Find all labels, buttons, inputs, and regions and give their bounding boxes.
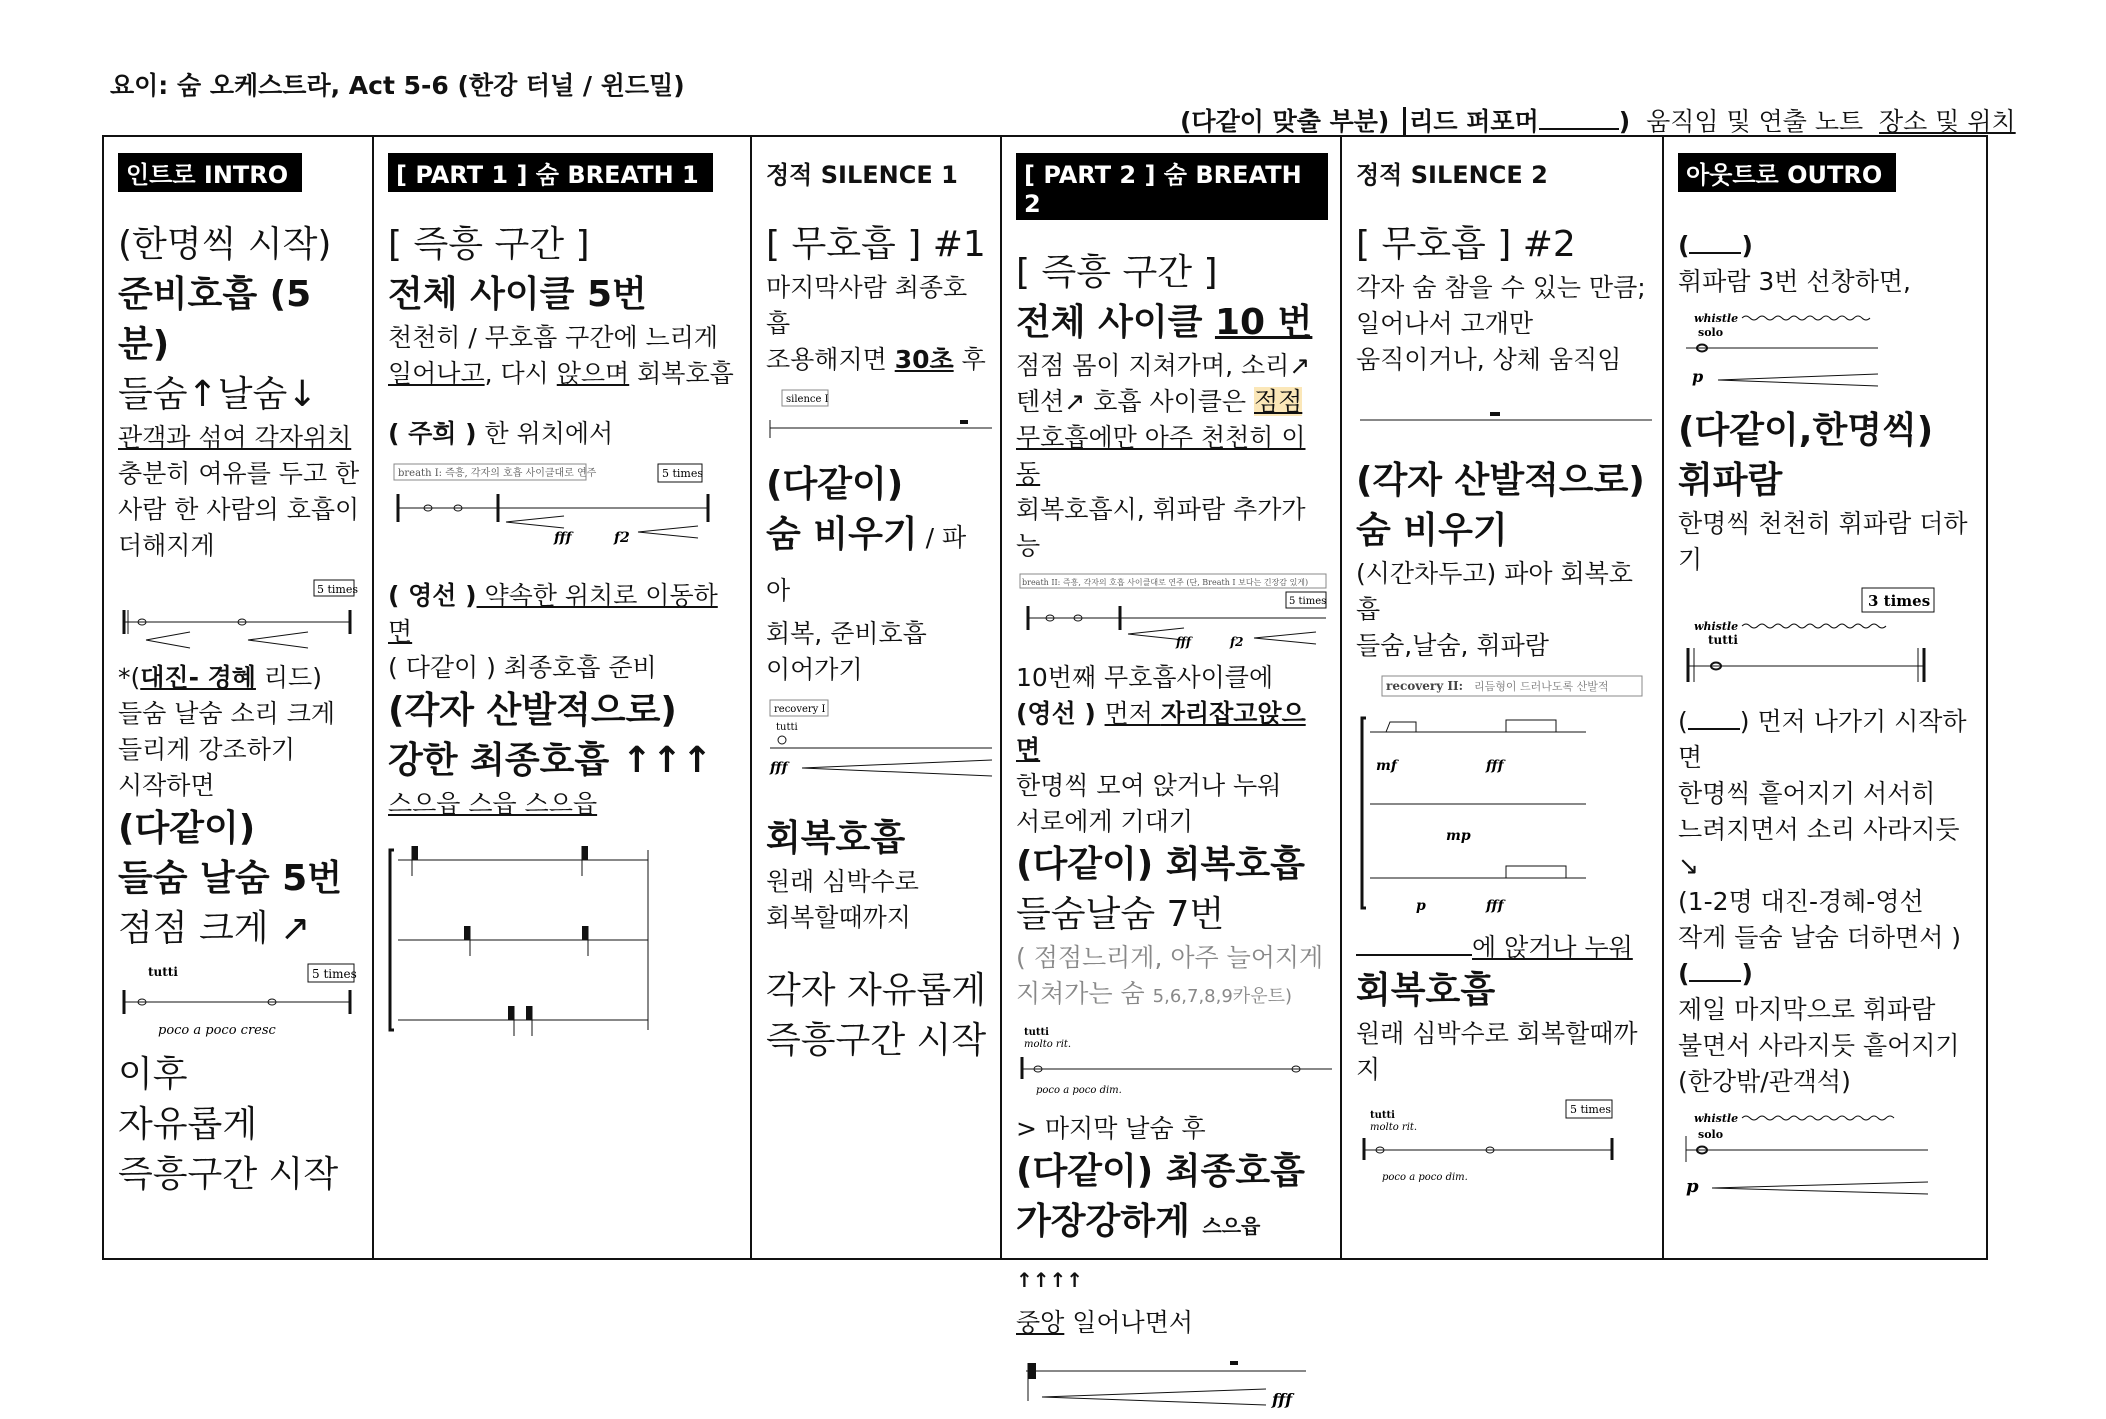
silence1-line: 이어가기: [766, 655, 863, 684]
part2-line: 점점 몸이 지쳐가며, 소리↗: [1016, 351, 1311, 380]
times-label: 5 times: [1289, 596, 1327, 607]
score-whistle-final: [1678, 1108, 1978, 1208]
outro-line: 불면서 사라지듯 흩어지기: [1678, 1031, 1960, 1060]
dynamic-label: mf: [1376, 758, 1397, 774]
outro-line: 작게 들숨 날숨 더하면서 ): [1678, 923, 1962, 952]
outro-line: 한명씩 천천히 휘파람 더하기: [1678, 509, 1968, 574]
silence1-header: 정적 SILENCE 1: [766, 161, 958, 189]
part2-line: 전체 사이클 10 번: [1016, 302, 1313, 343]
part2-line: [ 즉흥 구간 ]: [1016, 252, 1218, 293]
silence2-line: 에 앉거나 누워: [1356, 930, 1650, 966]
intro-line: 충분히 여유를 두고 한: [118, 459, 360, 488]
intro-line: 들숨↑날숨↓: [118, 374, 318, 415]
silence2-line: [ 무호흡 ] #2: [1356, 224, 1576, 265]
silence-label: silence I: [786, 394, 829, 405]
column-outro: [1664, 137, 1986, 1258]
score-recovery-dim-2: [1356, 1096, 1656, 1186]
dynamic-label: fff: [770, 760, 788, 776]
intro-line: 더해지게: [118, 531, 215, 560]
recovery-label: recovery II:: [1386, 679, 1464, 693]
recovery-label: recovery I: [774, 704, 826, 715]
part2-line: ( 점점느리게, 아주 늘어지게: [1016, 943, 1324, 972]
recovery-desc: 리듬형이 드러나도록 산발적: [1474, 680, 1609, 693]
dynamic-label: mp: [1446, 828, 1471, 844]
intro-line: 들숨 날숨 5번: [118, 858, 342, 899]
part2-line: 중앙 일어나면서: [1016, 1308, 1194, 1337]
silence1-line: 마지막사람 최종호흡: [766, 273, 968, 338]
part1-line: [ 즉흥 구간 ]: [388, 224, 590, 265]
breath-label: breath II: 즉흥, 각자의 호흡 사이클대로 연주 (단, Breath I 보다는 긴장감 있게): [1022, 578, 1309, 587]
intro-line: 들숨 날숨 소리 크게: [118, 699, 336, 728]
outro-line: 휘파람: [1678, 460, 1783, 501]
score-final-strong: [1016, 1349, 1336, 1419]
legend-lead: 리드 퍼포머 ): [1397, 107, 1630, 136]
intro-line: 준비호흡 (5분): [118, 274, 312, 365]
tutti-label: tutti: [1708, 633, 1738, 647]
whistle-label: whistle: [1694, 1112, 1739, 1125]
intro-line: (한명씩 시작): [118, 224, 332, 265]
part2-line: 무호흡에만 아주 천천히 이동: [1016, 423, 1306, 488]
dynamic-label: fff: [1176, 635, 1192, 649]
dynamic-label: poco a poco dim.: [1382, 1172, 1468, 1183]
part2-line: 지쳐가는 숨 5,6,7,8,9카운트): [1016, 979, 1292, 1008]
part1-line: ( 주희 ) 한 위치에서: [388, 419, 614, 448]
score-final-breath: [388, 830, 688, 1040]
outro-line: ( ): [1678, 231, 1753, 260]
times-label: 5 times: [317, 583, 359, 596]
times-label: 5 times: [662, 467, 704, 480]
part2-line: (영선 ) 먼저 자리잡고앉으면: [1016, 699, 1306, 764]
legend-notes: 움직임 및 연출 노트: [1646, 107, 1864, 136]
silence1-line: 조용해지면 30초 후: [766, 345, 986, 374]
part1-header: [ PART 1 ] 숨 BREATH 1: [388, 153, 713, 192]
outro-line: (다같이,한명씩): [1678, 410, 1934, 451]
score-silence-2: [1356, 386, 1656, 436]
dynamic-label: fff: [1486, 758, 1504, 774]
outro-header: 아웃트로 OUTRO: [1678, 153, 1896, 192]
silence1-line: 회복, 준비호흡: [766, 619, 927, 648]
tutti-label: tutti: [1370, 1110, 1395, 1121]
score-recovery-dim: [1016, 1023, 1336, 1103]
rit-label: molto rit.: [1370, 1122, 1418, 1133]
silence2-header: 정적 SILENCE 2: [1356, 161, 1548, 189]
performance-score-table: [102, 135, 1988, 1409]
silence1-line: (다같이): [766, 464, 904, 505]
dynamic-label: f2: [614, 530, 630, 546]
score-whistle-solo: [1678, 308, 1978, 398]
score-breath-1: [388, 460, 728, 550]
silence1-line: 회복호흡: [766, 818, 906, 859]
part1-line: 강한 최종호흡 ↑↑↑: [388, 740, 713, 781]
column-part2: [1002, 137, 1342, 1409]
score-recovery-2: [1356, 672, 1656, 922]
part2-line: (다같이) 최종호흡: [1016, 1151, 1305, 1192]
dynamic-label: fff: [1486, 898, 1504, 914]
part2-header: [ PART 2 ] 숨 BREATH 2: [1016, 153, 1328, 220]
intro-line: 시작하면: [118, 771, 215, 800]
dynamic-label: poco a poco cresc: [158, 1023, 276, 1038]
intro-line: 자유롭게: [118, 1104, 258, 1145]
intro-line: (다같이): [118, 808, 256, 849]
silence2-line: 일어나서 고개만: [1356, 309, 1533, 338]
score-whistle-tutti: [1678, 586, 1978, 696]
outro-line: (한강밖/관객석): [1678, 1067, 1851, 1096]
silence1-line: 숨 비우기 / 파아: [766, 514, 967, 605]
times-label: 5 times: [1570, 1103, 1612, 1116]
legend: [1180, 102, 2016, 138]
rit-label: molto rit.: [1024, 1039, 1072, 1050]
part1-line: 천천히 / 무호흡 구간에 느리게: [388, 323, 719, 352]
score-breath-swell: [118, 572, 358, 652]
column-silence2: [1342, 137, 1664, 1258]
outro-line: ( ) 먼저 나가기 시작하면: [1678, 707, 1967, 772]
tutti-label: tutti: [1024, 1027, 1049, 1038]
silence2-line: (각자 산발적으로): [1356, 460, 1645, 501]
part1-line: ( 영선 ) 약속한 위치로 이동하면: [388, 581, 718, 646]
silence2-line: 각자 숨 참을 수 있는 만큼;: [1356, 273, 1646, 302]
intro-line: 사람 한 사람의 호흡이: [118, 495, 360, 524]
part1-line: 전체 사이클 5번: [388, 274, 647, 315]
column-part1: [374, 137, 752, 1258]
outro-line: ( ): [1678, 959, 1753, 988]
part1-line: 일어나고, 다시 앉으며 회복호흡: [388, 359, 734, 388]
score-tutti-cresc: [118, 962, 358, 1042]
tutti-label: tutti: [776, 722, 798, 733]
column-intro: [104, 137, 374, 1258]
dynamic-label: fff: [1272, 1390, 1293, 1409]
part2-line: 서로에게 기대기: [1016, 807, 1193, 836]
score-silence-1: [766, 386, 996, 446]
part2-line: 한명씩 모여 앉거나 누워: [1016, 771, 1282, 800]
silence1-line: 즉흥구간 시작: [766, 1020, 987, 1061]
part1-line: ( 다같이 ) 최종호흡 준비: [388, 653, 657, 682]
dynamic-label: fff: [554, 530, 572, 546]
intro-line: 점점 크게 ↗: [118, 908, 311, 949]
document-title: 요이: 숨 오케스트라, Act 5-6 (한강 터널 / 윈드밀): [110, 71, 685, 100]
part2-line: 텐션↗ 호흡 사이클은 점점: [1016, 387, 1303, 416]
intro-line: *(대진- 경혜 리드): [118, 663, 322, 692]
score-recovery-1: [766, 696, 996, 786]
intro-line: 관객과 섞여 각자위치: [118, 423, 352, 452]
intro-header: 인트로 INTRO: [118, 153, 302, 192]
silence2-line: 원래 심박수로 회복할때까지: [1356, 1019, 1638, 1084]
whistle-label: whistle: [1694, 620, 1739, 633]
outro-line: 느려지면서 소리 사라지듯↘: [1678, 815, 1960, 880]
intro-line: 들리게 강조하기: [118, 735, 295, 764]
outro-line: 제일 마지막으로 휘파람: [1678, 995, 1936, 1024]
score-breath-2: [1016, 572, 1336, 652]
silence2-line: 숨 비우기: [1356, 510, 1508, 551]
silence2-line: 회복호흡: [1356, 970, 1496, 1011]
intro-line: 즉흥구간 시작: [118, 1154, 339, 1195]
intro-line: 이후: [118, 1054, 188, 1095]
dynamic-label: p: [1686, 1176, 1699, 1197]
silence1-line: 회복할때까지: [766, 903, 911, 932]
whistle-label: whistle: [1694, 312, 1739, 325]
part1-line: (각자 산발적으로): [388, 690, 677, 731]
times-label: 3 times: [1868, 592, 1931, 610]
outro-line: 한명씩 흩어지기 서서히: [1678, 779, 1936, 808]
part2-line: (다같이) 회복호흡: [1016, 844, 1305, 885]
dynamic-label: poco a poco dim.: [1036, 1085, 1122, 1096]
dynamic-label: p: [1692, 367, 1704, 386]
part2-line: 가장강하게 스으읍 ↑↑↑↑: [1016, 1201, 1261, 1292]
times-label: 5 times: [312, 967, 357, 981]
part1-line: 스으읍 스읍 스으읍: [388, 789, 598, 818]
legend-place: 장소 및 위치: [1879, 107, 2016, 136]
column-silence1: [752, 137, 1002, 1258]
part2-line: 들숨날숨 7번: [1016, 894, 1225, 935]
solo-label: solo: [1698, 326, 1724, 339]
outro-line: (1-2명 대진-경혜-영선: [1678, 887, 1924, 916]
silence1-line: [ 무호흡 ] #1: [766, 224, 986, 265]
outro-line: 휘파람 3번 선창하면,: [1678, 267, 1911, 296]
silence1-line: 각자 자유롭게: [766, 970, 987, 1011]
tutti-label: tutti: [148, 965, 178, 979]
silence2-line: 들숨,날숨, 휘파람: [1356, 631, 1549, 660]
legend-together: (다같이 맞출 부분): [1180, 107, 1390, 136]
breath-label: breath I: 즉흥, 각자의 호흡 사이클대로 연주: [398, 468, 597, 479]
silence1-line: 원래 심박수로: [766, 867, 919, 896]
part2-line: 10번째 무호흡사이클에: [1016, 663, 1274, 692]
solo-label: solo: [1698, 1128, 1724, 1141]
dynamic-label: f2: [1230, 635, 1244, 649]
part2-line: > 마지막 날숨 후: [1016, 1114, 1206, 1143]
silence2-line: (시간차두고) 파아 회복호흡: [1356, 559, 1633, 624]
dynamic-label: p: [1416, 898, 1426, 914]
part2-line: 회복호흡시, 휘파람 추가가능: [1016, 495, 1306, 560]
silence2-line: 움직이거나, 상체 움직임: [1356, 345, 1622, 374]
